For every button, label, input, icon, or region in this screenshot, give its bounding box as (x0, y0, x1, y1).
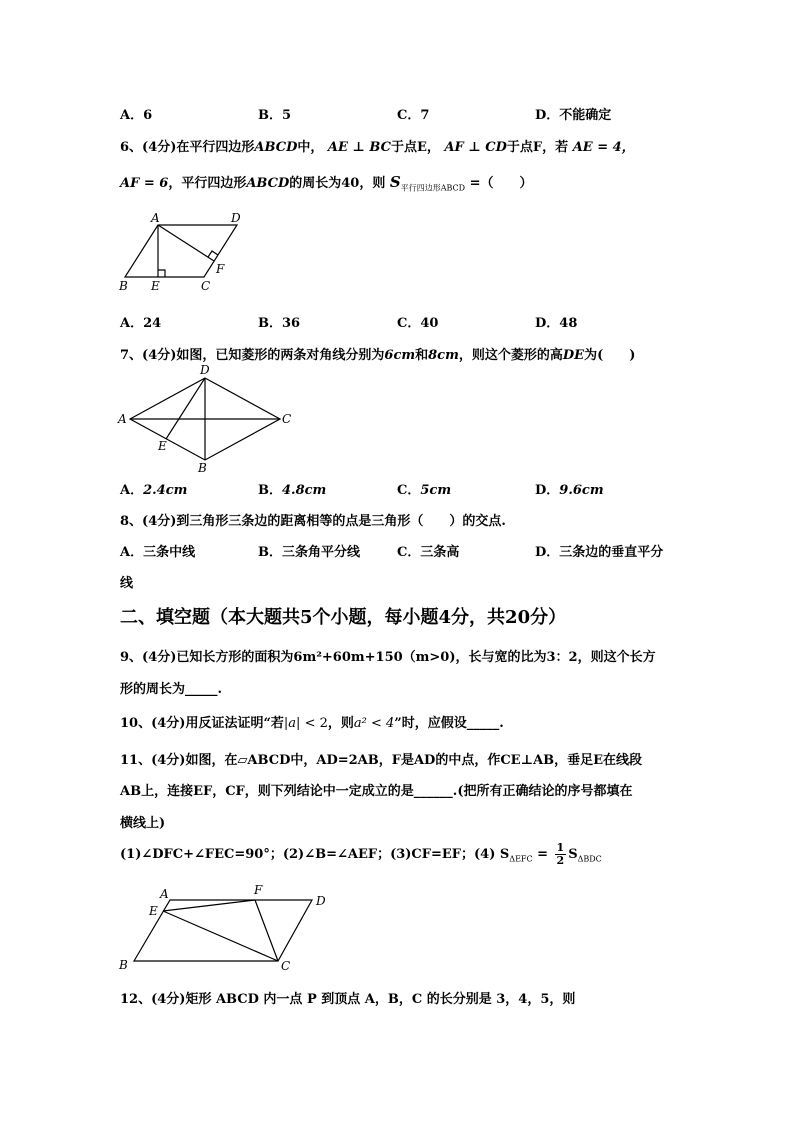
q7-label-e: E (158, 439, 167, 453)
q7-label-b: B (198, 461, 207, 474)
q8-option-a: A．三条中线 (120, 545, 196, 560)
q5-option-a: A．6 (120, 108, 153, 123)
q6-label-e: E (151, 279, 160, 293)
q5-option-d: D．不能确定 (535, 108, 612, 123)
q11-label-c: C (281, 959, 291, 973)
q7-label-d: D (200, 363, 210, 377)
q7-label-c: C (282, 412, 292, 426)
q12-question: 12、(4分)矩形 ABCD 内一点 P 到顶点 A，B，C 的长分别是 3，4，5，则 (120, 992, 576, 1007)
q11-label-f: F (254, 883, 263, 897)
q11-label-e: E (149, 904, 158, 918)
q11-line3: 横线上) (120, 816, 166, 831)
q6-label-b: B (119, 279, 128, 293)
q6-option-b: B．36 (258, 316, 301, 331)
q7-height-de (166, 378, 205, 439)
q9-line2: 形的周长为_____. (120, 682, 223, 697)
q6-right-angle-f (208, 251, 218, 257)
q10-question: 10、(4分)用反证法证明“若|a| < 2，则a² < 4”时，应假设_____. (120, 716, 504, 731)
q6-segment-af (158, 225, 214, 261)
q11-segment-ef (163, 900, 255, 911)
q11-parallelogram-figure (112, 880, 337, 975)
q8-option-b: B．三条角平分线 (258, 545, 360, 560)
q6-line2: AF = 6，平行四边形ABCD的周长为40，则 $S_{平行四边形ABCD}$ =（ ） (120, 173, 533, 193)
q6-option-c: C．40 (397, 316, 439, 331)
q6-parallelogram-figure (115, 210, 255, 295)
q11-conclusions: (1)∠DFC+∠FEC=90°；(2)∠B=∠AEF；(3)CF=EF；(4) $S_{\Delta EFC}$ = $\frac{1}{2}$ $S_{\Delta BDC}$ (120, 841, 602, 867)
q11-label-b: B (119, 958, 128, 972)
q6-option-d: D．48 (535, 316, 578, 331)
q6-label-c: C (201, 279, 211, 293)
section-heading-fill-in: 二、填空题（本大题共5个小题，每小题4分，共20分） (120, 607, 567, 628)
q7-rhombus-figure (115, 362, 300, 474)
q7-question: 7、(4分)如图，已知菱形的两条对角线分别为6cm和8cm，则这个菱形的高DE为( ) (120, 348, 636, 363)
q11-line2: AB上，连接EF，CF，则下列结论中一定成立的是______.(把所有正确结论的序号都填在 (120, 784, 633, 799)
q11-line1: 11、(4分)如图，在▱ABCD中，AD=2AB，F是AD的中点，作CE⊥AB，垂足E在线段 (120, 753, 643, 768)
q5-option-c: C．7 (397, 108, 430, 123)
q6-label-a: A (151, 211, 160, 225)
q11-fraction-half: $\frac{1}{2}$ (556, 841, 565, 867)
q8-option-d-wrap: 线 (120, 576, 134, 591)
q7-option-c: C．5cm (397, 483, 452, 498)
q11-label-a: A (160, 887, 169, 901)
q7-option-a: A．2.4cm (120, 483, 188, 498)
q5-option-b: B．5 (258, 108, 292, 123)
q11-label-d: D (316, 894, 326, 908)
q11-segment-ec (163, 911, 278, 961)
q8-question: 8、(4分)到三角形三条边的距离相等的点是三角形（ ）的交点. (120, 514, 506, 529)
q7-option-d: D．9.6cm (535, 483, 604, 498)
q6-label-f: F (216, 262, 225, 276)
q6-line1: 6、(4分)在平行四边形ABCD中， AE ⊥ BC于点E， AF ⊥ CD于点F，若 AE = 4， (120, 140, 635, 155)
q6-right-angle-e (158, 270, 165, 277)
q7-label-a: A (118, 412, 127, 426)
q8-option-d: D．三条边的垂直平分 (535, 545, 664, 560)
q6-option-a: A．24 (120, 316, 162, 331)
q11-parallelogram (134, 900, 312, 961)
q8-option-c: C．三条高 (397, 545, 460, 560)
q7-option-b: B．4.8cm (258, 483, 327, 498)
q9-line1: 9、(4分)已知长方形的面积为6m²+60m+150（m>0)，长与宽的比为3：2，则这个长方 (120, 650, 656, 665)
q6-label-d: D (231, 211, 241, 225)
